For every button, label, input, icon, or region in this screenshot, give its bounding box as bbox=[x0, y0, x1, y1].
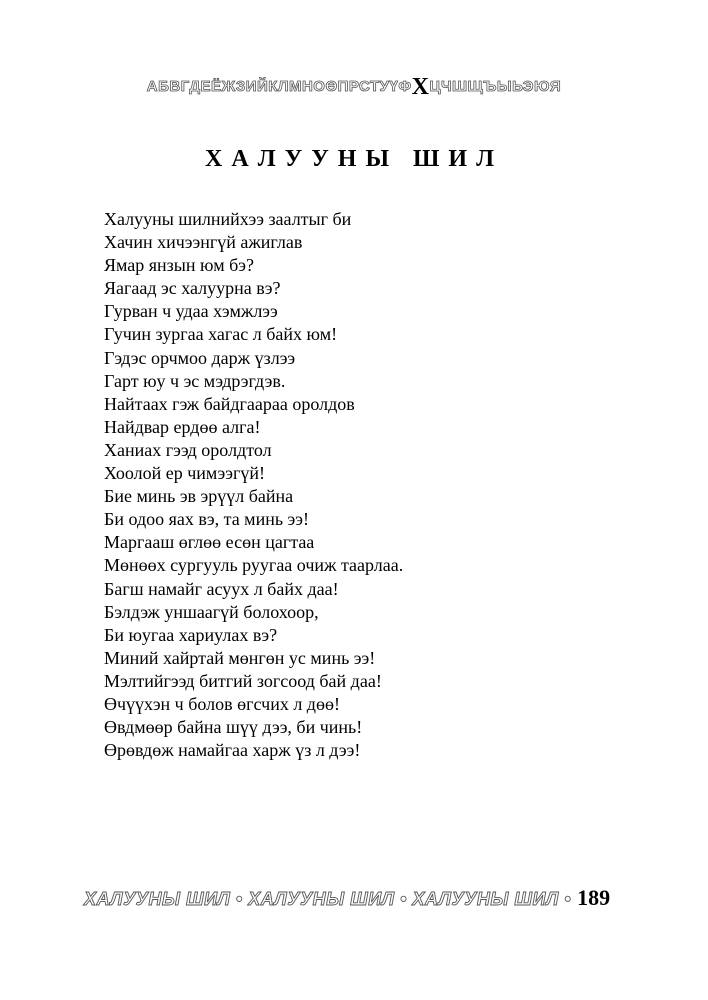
poem-line: Гурван ч удаа хэмжлээ bbox=[104, 301, 278, 322]
poem-line: Хачин хичээнгүй ажиглав bbox=[104, 232, 303, 253]
alphabet-letters-before: АБВГДЕЁЖЗИЙКЛМНОӨПРСТУҮФ bbox=[146, 78, 412, 95]
poem-line: Халууны шилнийхээ заалтыг би bbox=[104, 209, 352, 229]
poem-line: Өчүүхэн ч болов өгсчих л дөө! bbox=[104, 693, 340, 714]
poem-line: Өвдмөөр байна шүү дээ, би чинь! bbox=[104, 717, 363, 738]
poem-line: Гэдэс орчмоо дарж үзлээ bbox=[104, 347, 296, 368]
running-title: ХАЛУУНЫ ШИЛ • ХАЛУУНЫ ШИЛ • ХАЛУУНЫ ШИЛ • bbox=[84, 889, 572, 909]
poem-line: Би одоо яах вэ, та минь ээ! bbox=[104, 509, 309, 530]
poem-line: Өрөвдөж намайгаа харж үз л дээ! bbox=[104, 740, 361, 761]
poem-line: Ханиах гээд оролдтол bbox=[104, 439, 272, 460]
poem-line: Хоолой ер чимээгүй! bbox=[104, 463, 265, 484]
poem-body bbox=[104, 208, 403, 762]
page-footer bbox=[84, 885, 610, 911]
poem-line: Мэлтийгээд битгий зогсоод бай даа! bbox=[104, 670, 382, 691]
alphabet-active-letter: Х bbox=[411, 74, 430, 100]
poem-line: Мөнөөх сургууль руугаа очиж таарлаа. bbox=[104, 555, 404, 576]
poem-line: Ямар янзын юм бэ? bbox=[104, 255, 254, 276]
alphabet-header bbox=[0, 74, 708, 101]
poem-line: Найтаах гэж байдгаараа оролдов bbox=[104, 393, 355, 414]
poem-line: Маргааш өглөө есөн цагтаа bbox=[104, 532, 315, 553]
poem-line: Багш намайг асуух л байх даа! bbox=[104, 578, 339, 599]
poem-title: ХАЛУУНЫ ШИЛ bbox=[205, 146, 503, 172]
poem-line: Гарт юу ч эс мэдрэгдэв. bbox=[104, 370, 286, 391]
poem-line: Миний хайртай мөнгөн ус минь ээ! bbox=[104, 647, 376, 668]
poem-line: Яагаад эс халуурна вэ? bbox=[104, 278, 281, 299]
poem-line: Найдвар ердөө алга! bbox=[104, 416, 261, 437]
alphabet-letters-after: ЦЧШЩЪЫЬЭЮЯ bbox=[429, 78, 562, 95]
poem-line: Бэлдэж уншаагүй болохоор, bbox=[104, 601, 319, 622]
poem-line: Би юугаа хариулах вэ? bbox=[104, 624, 278, 645]
page-number: 189 bbox=[577, 885, 611, 910]
poem-line: Бие минь эв эрүүл байна bbox=[104, 486, 294, 507]
poem-line: Гучин зургаа хагас л байх юм! bbox=[104, 324, 338, 345]
